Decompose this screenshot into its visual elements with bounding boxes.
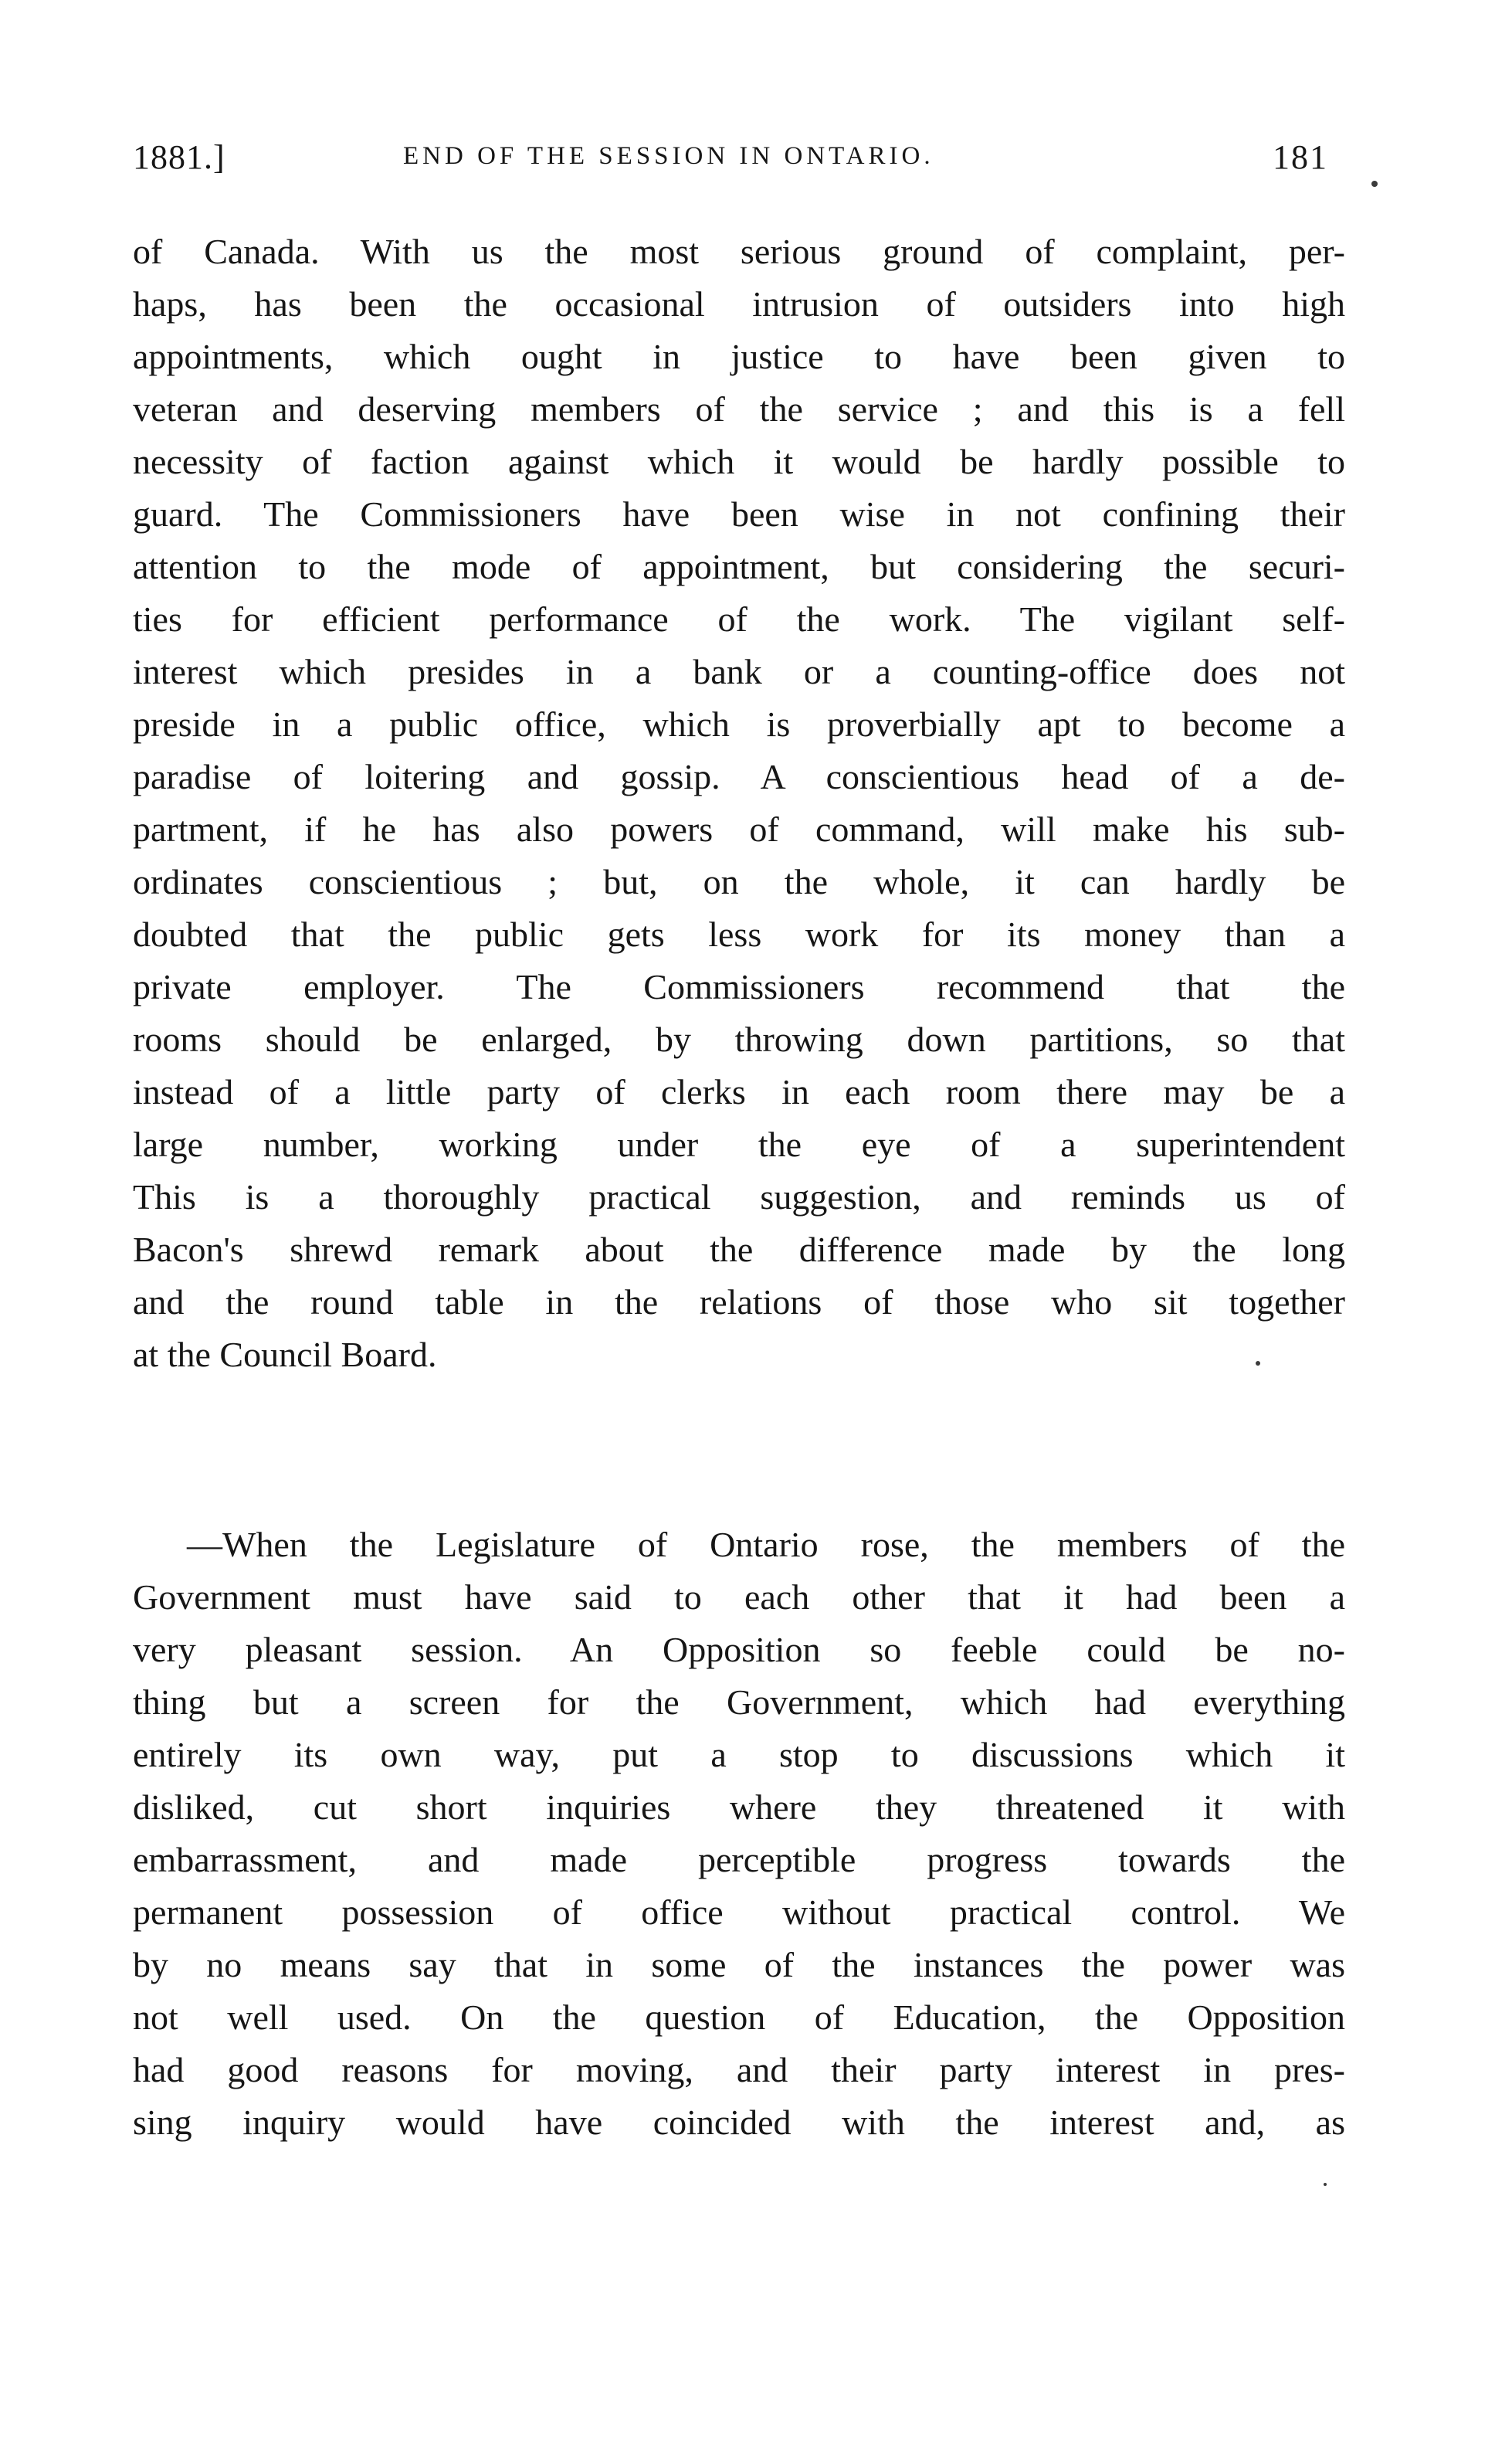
text-line: and the round table in the relations of those who sit together — [133, 1282, 1345, 1322]
text-line: necessity of faction against which it would be hardly possible to — [133, 442, 1345, 481]
header-title: END OF THE SESSION IN ONTARIO. — [403, 142, 934, 170]
text-line: attention to the mode of appointment, but considering the securi- — [133, 547, 1345, 586]
print-speck — [1371, 181, 1378, 187]
text-line: entirely its own way, put a stop to discussions which it — [133, 1735, 1345, 1774]
header-year: 1881.] — [133, 138, 225, 176]
text-line: embarrassment, and made perceptible progress towards the — [133, 1840, 1345, 1879]
text-line: Bacon's shrewd remark about the difference made by the long — [133, 1230, 1345, 1269]
text-line: veteran and deserving members of the service ; and this is a fell — [133, 389, 1345, 429]
text-line: of Canada. With us the most serious ground of complaint, per- — [133, 232, 1345, 271]
text-line: had good reasons for moving, and their party interest in pres- — [133, 2050, 1345, 2089]
text-line: —When the Legislature of Ontario rose, the members of the — [187, 1525, 1345, 1564]
text-line: ties for efficient performance of the work. The vigilant self- — [133, 599, 1345, 639]
text-line: private employer. The Commissioners recommend that the — [133, 967, 1345, 1006]
text-line: partment, if he has also powers of command, will make his sub- — [133, 809, 1345, 849]
text-line: disliked, cut short inquiries where they threatened it with — [133, 1787, 1345, 1827]
text-line: interest which presides in a bank or a counting-office does not — [133, 652, 1345, 691]
text-line: Government must have said to each other that it had been a — [133, 1577, 1345, 1617]
text-line: paradise of loitering and gossip. A conscientious head of a de- — [133, 757, 1345, 796]
text-line: ordinates conscientious ; but, on the whole, it can hardly be — [133, 862, 1345, 901]
running-head — [133, 137, 1328, 184]
text-line: sing inquiry would have coincided with the interest and, as — [133, 2103, 1345, 2142]
text-line: by no means say that in some of the instances the power was — [133, 1945, 1345, 1984]
paragraph-civil-service — [133, 226, 1345, 1381]
text-line: guard. The Commissioners have been wise in not confining their — [133, 494, 1345, 534]
text-line: large number, working under the eye of a superintendent — [133, 1125, 1345, 1164]
text-line: permanent possession of office without practical control. We — [133, 1892, 1345, 1932]
text-line: appointments, which ought in justice to have been given to — [133, 337, 1345, 376]
text-line: thing but a screen for the Government, which had everything — [133, 1682, 1345, 1722]
text-line: rooms should be enlarged, by throwing down partitions, so that — [133, 1020, 1345, 1059]
text-line: preside in a public office, which is proverbially apt to become a — [133, 704, 1345, 744]
text-line: instead of a little party of clerks in each room there may be a — [133, 1072, 1345, 1112]
text-line: not well used. On the question of Education, the Opposition — [133, 1997, 1345, 2037]
text-line: at the Council Board. — [133, 1335, 437, 1374]
text-line: haps, has been the occasional intrusion of outsiders into high — [133, 284, 1345, 324]
text-line: This is a thoroughly practical suggestion, and reminds us of — [133, 1177, 1345, 1217]
text-line: very pleasant session. An Opposition so feeble could be no- — [133, 1630, 1345, 1669]
paragraph-ontario-session — [133, 1519, 1345, 2149]
page-number: 181 — [1273, 138, 1328, 176]
print-speck — [1324, 2183, 1327, 2186]
text-line: doubted that the public gets less work for its money than a — [133, 915, 1345, 954]
